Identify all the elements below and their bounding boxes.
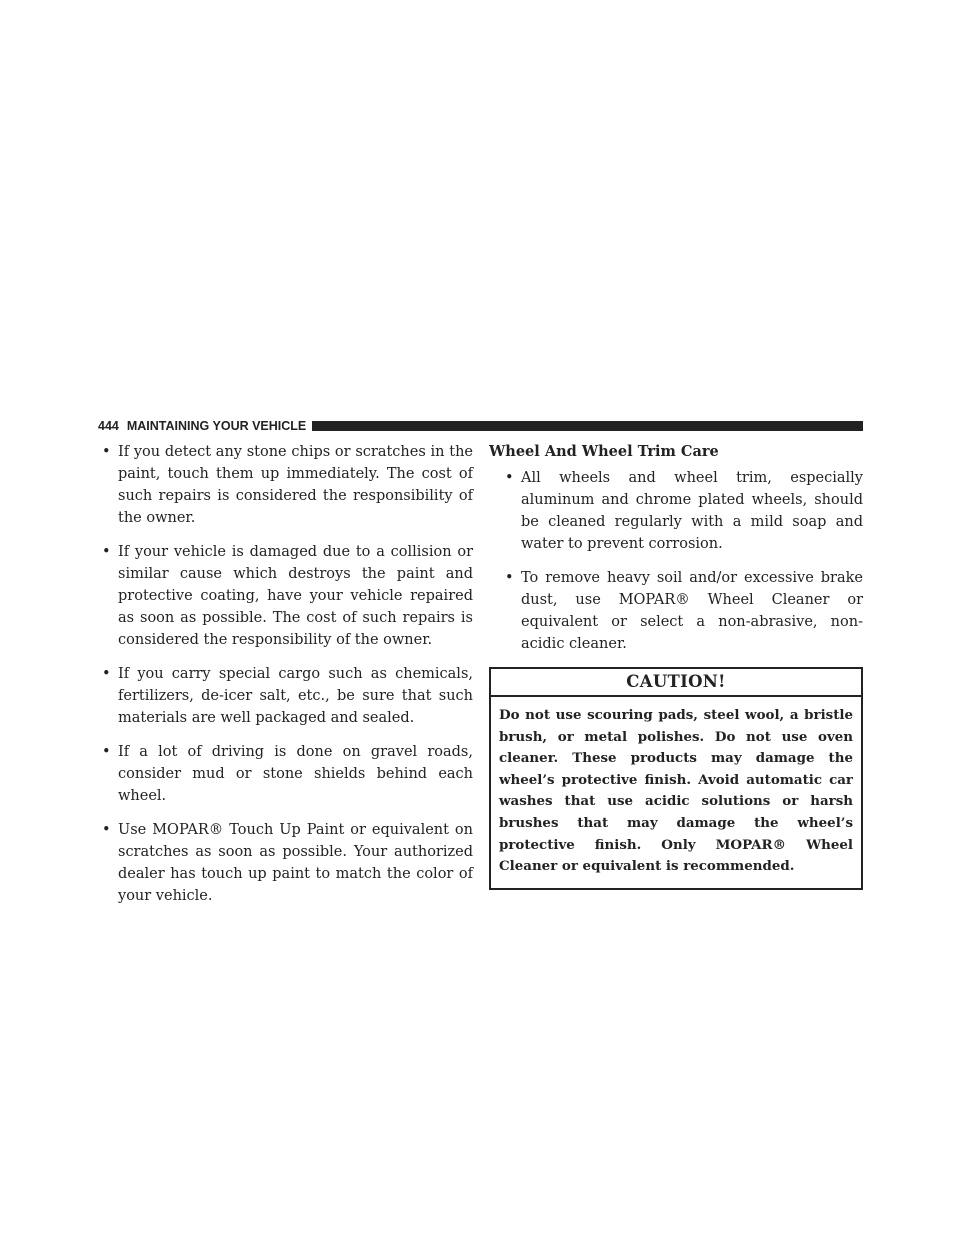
bullet-icon: • [102, 744, 111, 760]
header-rule [312, 421, 863, 431]
list-item [501, 567, 863, 655]
left-column [98, 441, 473, 919]
page-header [98, 419, 863, 433]
list-item [98, 819, 473, 907]
list-item [501, 467, 863, 555]
list-item-text: If you detect any stone chips or scratches in the paint, touch them up immediately. The cost of such repairs is considered the responsibility of the owner. [118, 444, 473, 526]
bullet-icon: • [505, 570, 514, 586]
list-item-text: If your vehicle is damaged due to a collision or similar cause which destroys the paint and protective coating, have your vehicle repaired as soon as possible. The cost of such repairs is considered the responsibility of the owner. [118, 544, 473, 648]
list-item [98, 541, 473, 651]
page-number: 444 [98, 419, 119, 433]
paint-care-list [98, 441, 473, 907]
caution-title: CAUTION! [491, 669, 861, 697]
list-item-text: Use MOPAR® Touch Up Paint or equivalent on scratches as soon as possible. Your authorized dealer has touch up paint to match the color of your vehicle. [118, 822, 473, 904]
right-column [489, 441, 863, 890]
caution-box [489, 667, 863, 890]
list-item [98, 441, 473, 529]
section-title: MAINTAINING YOUR VEHICLE [126, 419, 307, 433]
list-item [98, 741, 473, 807]
caution-body: Do not use scouring pads, steel wool, a bristle brush, or metal polishes. Do not use oven cleaner. These products may damage the wheel’s protective finish. Avoid automatic car washes that use acidic solutions or harsh brushes that may damage the wheel’s protective finish. Only MOPAR® Wheel Cleaner or equivalent is recommended. [499, 707, 853, 875]
bullet-icon: • [102, 822, 111, 838]
list-item [98, 663, 473, 729]
section-heading: Wheel And Wheel Trim Care [489, 443, 719, 460]
bullet-icon: • [102, 544, 111, 560]
list-item-text: All wheels and wheel trim, especially aluminum and chrome plated wheels, should be cleaned regularly with a mild soap and water to prevent corrosion. [521, 470, 863, 552]
bullet-icon: • [102, 444, 111, 460]
wheel-care-list [501, 467, 863, 655]
bullet-icon: • [102, 666, 111, 682]
list-item-text: To remove heavy soil and/or excessive brake dust, use MOPAR® Wheel Cleaner or equivalent or select a non-abrasive, non-acidic cleaner. [521, 570, 863, 652]
bullet-icon: • [505, 470, 514, 486]
list-item-text: If you carry special cargo such as chemicals, fertilizers, de-icer salt, etc., be sure that such materials are well packaged and sealed. [118, 666, 473, 726]
list-item-text: If a lot of driving is done on gravel roads, consider mud or stone shields behind each wheel. [118, 744, 473, 804]
